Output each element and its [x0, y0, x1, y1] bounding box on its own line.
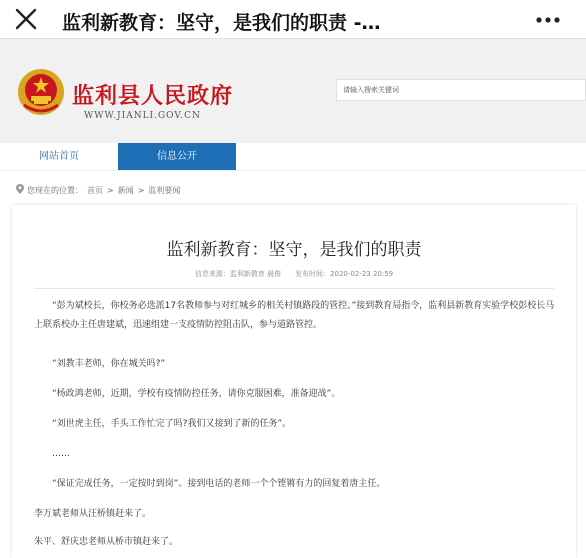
article-panel — [12, 205, 576, 558]
close-icon[interactable] — [14, 7, 38, 31]
search-input[interactable]: 请输入搜索关键词 — [336, 79, 586, 101]
breadcrumb-news[interactable]: 新闻 — [117, 186, 134, 195]
site-domain: WWW.JIANLI.GOV.CN — [84, 111, 201, 121]
breadcrumb-separator: > — [137, 186, 145, 195]
article-paragraph: “保证完成任务，一定按时到岗”。接到电话的老师一个个铿锵有力的回复着唐主任。 — [52, 479, 386, 489]
page-title: 监利新教育：坚守，是我们的职责 -… — [62, 12, 381, 34]
main-nav — [0, 143, 586, 171]
article-paragraph: “刘世虎主任，手头工作忙完了吗?我们又接到了新的任务”。 — [52, 419, 292, 429]
location-pin-icon — [16, 184, 24, 194]
nav-item-home[interactable]: 网站首页 — [39, 151, 79, 162]
breadcrumb-prefix: 您现在的位置： — [27, 186, 83, 195]
breadcrumb-separator: > — [107, 186, 114, 195]
breadcrumb-jianli-news[interactable]: 监利要闻 — [148, 186, 181, 195]
article-source: 信息来源：监利新教育 晨俊 — [194, 270, 282, 278]
article-paragraph: “彭为斌校长，你校务必选派17名教师参与对红城乡的相关村镇路段的管控。”接到教育局指令，监利县新教育实验学校彭校长马上联系校办主任唐建斌，迅速组建一支疫情防控阻击队，参与道路管控。 — [34, 301, 555, 330]
article-paragraph: 朱平、舒庆忠老师从桥市镇赶来了。 — [34, 537, 179, 547]
site-header — [0, 39, 586, 143]
article-paragraph: 李万斌老师从汪桥镇赶来了。 — [34, 509, 152, 519]
more-icon[interactable] — [534, 8, 562, 32]
divider — [34, 288, 554, 289]
browser-topbar — [0, 0, 586, 39]
national-emblem-icon — [16, 67, 66, 117]
breadcrumb — [16, 184, 184, 196]
article-meta — [12, 269, 576, 279]
article-paragraph: “刘教丰老师，你在城关吗?” — [52, 359, 166, 369]
nav-item-info-public[interactable]: 信息公开 — [118, 143, 236, 170]
article-paragraph: “杨政鸿老师，近期，学校有疫情防控任务，请你克服困难，准备迎战”。 — [52, 389, 341, 399]
breadcrumb-home[interactable]: 首页 — [87, 186, 103, 195]
article-title: 监利新教育：坚守，是我们的职责 — [166, 240, 422, 260]
article-published: 发布时间：2020-02-23 20:59 — [295, 270, 394, 278]
article-paragraph: …… — [52, 449, 70, 459]
site-name[interactable]: 监利县人民政府 — [72, 83, 234, 109]
